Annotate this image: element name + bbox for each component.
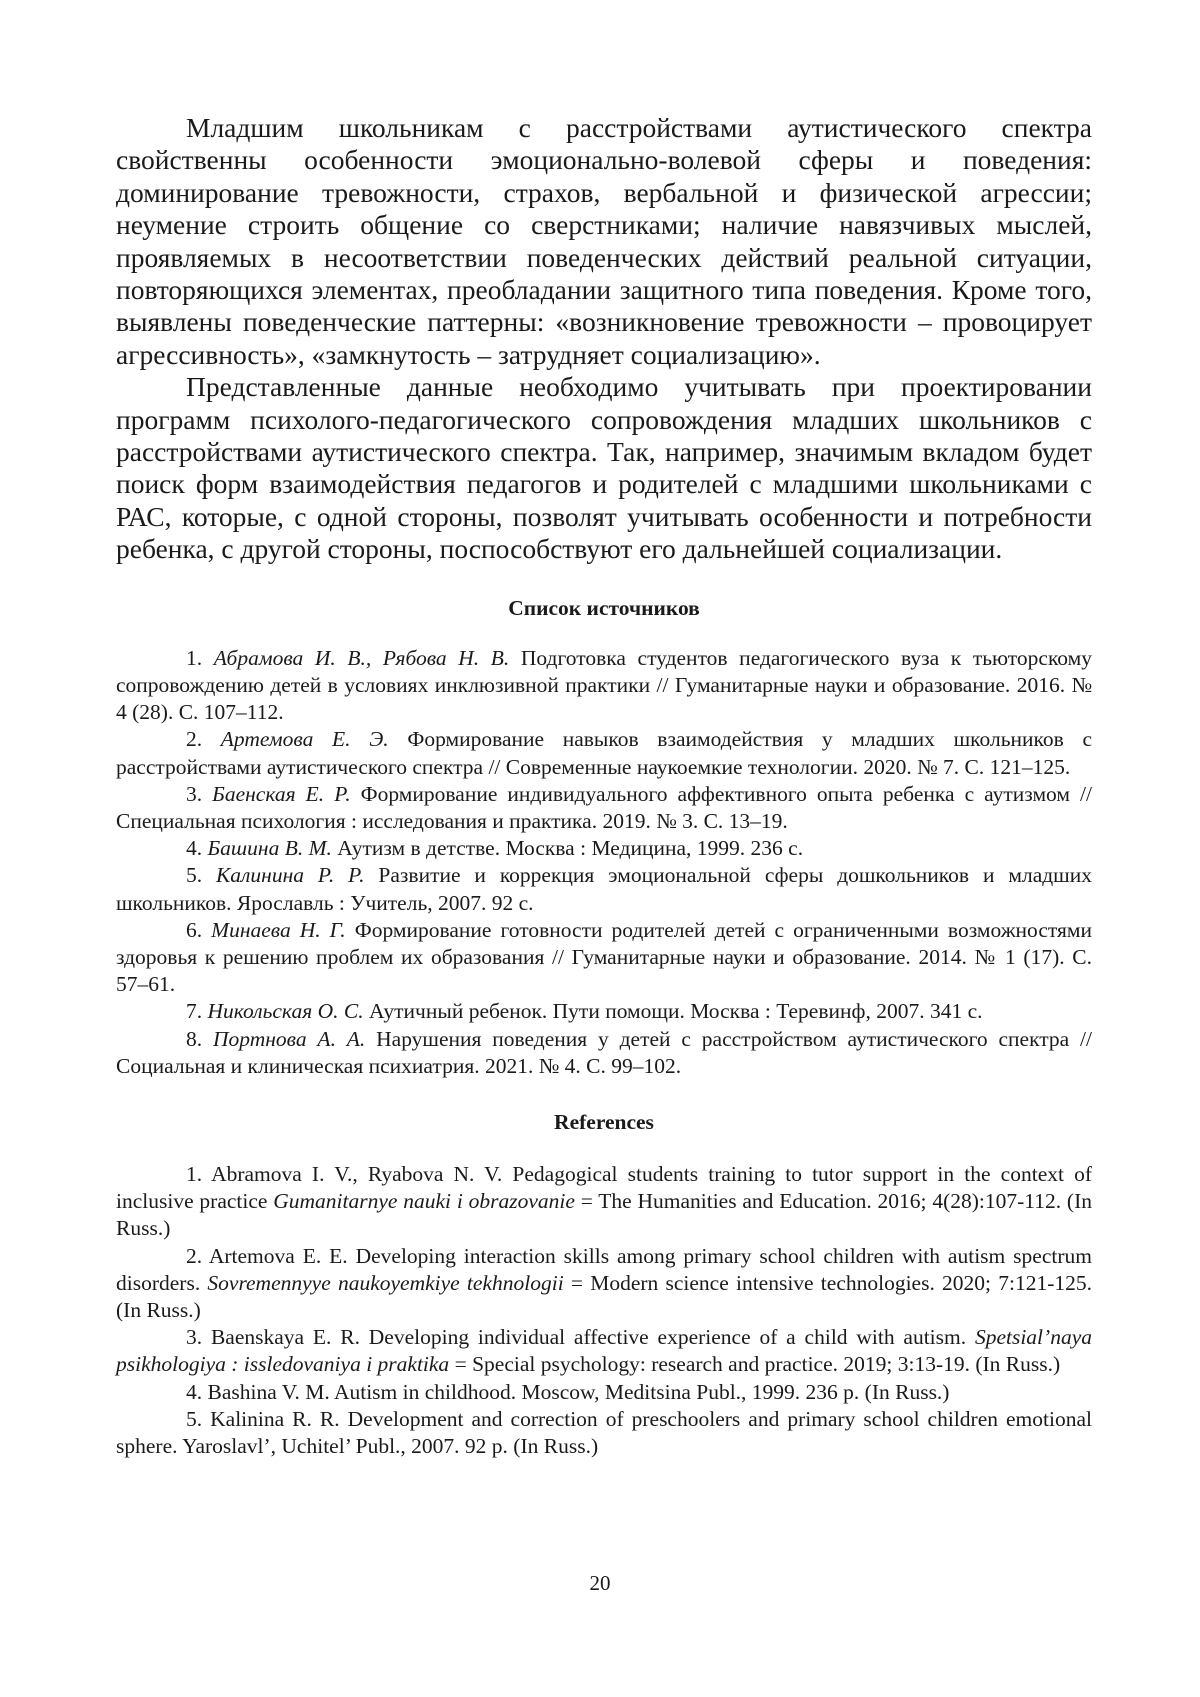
source-item: 7. Никольская О. С. Аутичный ребенок. Пути помощи. Москва : Теревинф, 2007. 341 с. bbox=[186, 999, 983, 1024]
reference-item: 2. Artemova E. E. Developing interaction skills among primary school children with autism spectrum disorders. Sovremennyye naukoyemkiye tekhnologii = Modern science intensive technologies. 2020; 7:121-125. (In Russ.) bbox=[116, 1243, 1092, 1322]
body-text bbox=[116, 112, 1092, 566]
source-item: 8. Портнова А. А. Нарушения поведения у детей с расстройством аутистического спектра // Социальная и клиническая психиатрия. 2021. № 4. С. 99–102. bbox=[116, 1026, 1092, 1078]
references-heading: References bbox=[554, 1109, 654, 1134]
source-item: 2. Артемова Е. Э. Формирование навыков взаимодействия у младших школьников с расстройствами аутистического спектра // Современные наукоемкие технологии. 2020. № 7. С. 121–125. bbox=[116, 727, 1092, 779]
source-item: 1. Абрамова И. В., Рябова Н. В. Подготовка студентов педагогического вуза к тьюторскому сопровождению детей в условиях инклюзивной практики // Гуманитарные науки и образование. 2016. № 4 (28). С. 107–112. bbox=[116, 645, 1093, 725]
reference-item: 4. Bashina V. M. Autism in childhood. Moscow, Meditsina Publ., 1999. 236 p. (In Russ.) bbox=[186, 1379, 950, 1404]
source-item: 6. Минаева Н. Г. Формирование готовности родителей детей с ограниченными возможностями здоровья к решению проблем их образования // Гуманитарные науки и образование. 2014. № 1 (17). С. 57–61. bbox=[116, 917, 1092, 997]
reference-item: 1. Abramova I. V., Ryabova N. V. Pedagogical students training to tutor support in the context of inclusive practice Gumanitarnye nauki i obrazovanie = The Humanities and Education. 2016; 4(28):107-112. (In Russ.) bbox=[116, 1161, 1092, 1241]
source-item: 5. Калинина Р. Р. Развитие и коррекция эмоциональной сферы дошкольников и младших школьников. Ярославль : Учитель, 2007. 92 с. bbox=[116, 863, 1092, 915]
source-item: 3. Баенская Е. Р. Формирование индивидуального аффективного опыта ребенка с аутизмом // Специальная психология : исследования и практика. 2019. № 3. С. 13–19. bbox=[116, 781, 1092, 833]
body-paragraph: Младшим школьникам с расстройствами аутистического спектра свойственны особенности эмоционально-волевой сферы и поведения: доминирование тревожности, страхов, вербальной и физической агрессии; неумение строить общение со сверстниками; наличие навязчивых мыслей, проявляемых в несоответствии поведенческих действий реальной ситуации, повторяющихся элементах, преобладании защитного типа поведения. Кроме того, выявлены поведенческие паттерны: «возникновение тревожности – провоцирует агрессивность», «замкнутость – затрудняет социализацию». bbox=[116, 112, 1092, 370]
reference-item: 5. Kalinina R. R. Development and correction of preschoolers and primary school children emotional sphere. Yaroslavl’, Uchitel’ Publ., 2007. 92 p. (In Russ.) bbox=[116, 1406, 1092, 1458]
sources-list bbox=[116, 645, 1092, 1080]
body-paragraph: Представленные данные необходимо учитывать при проектировании программ психолого-педагогического сопровождения младших школьников с расстройствами аутистического спектра. Так, например, значимым вкладом будет поиск форм взаимодействия педагогов и родителей с младшими школьниками с РАС, которые, с одной стороны, позволят учитывать особенности и потребности ребенка, с другой стороны, поспособствуют его дальнейшей социализации. bbox=[116, 371, 1092, 565]
page-number: 20 bbox=[589, 1571, 611, 1595]
source-item: 4. Башина В. М. Аутизм в детстве. Москва : Медицина, 1999. 236 с. bbox=[186, 836, 804, 861]
sources-heading: Список источников bbox=[508, 595, 700, 620]
reference-item: 3. Baenskaya E. R. Developing individual affective experience of a child with autism. Spetsial’naya psikhologiya : issledovaniya i praktika = Special psychology: research and practice. 2019; 3:13-19. (In Russ.) bbox=[116, 1325, 1092, 1377]
references-list bbox=[116, 1161, 1092, 1460]
